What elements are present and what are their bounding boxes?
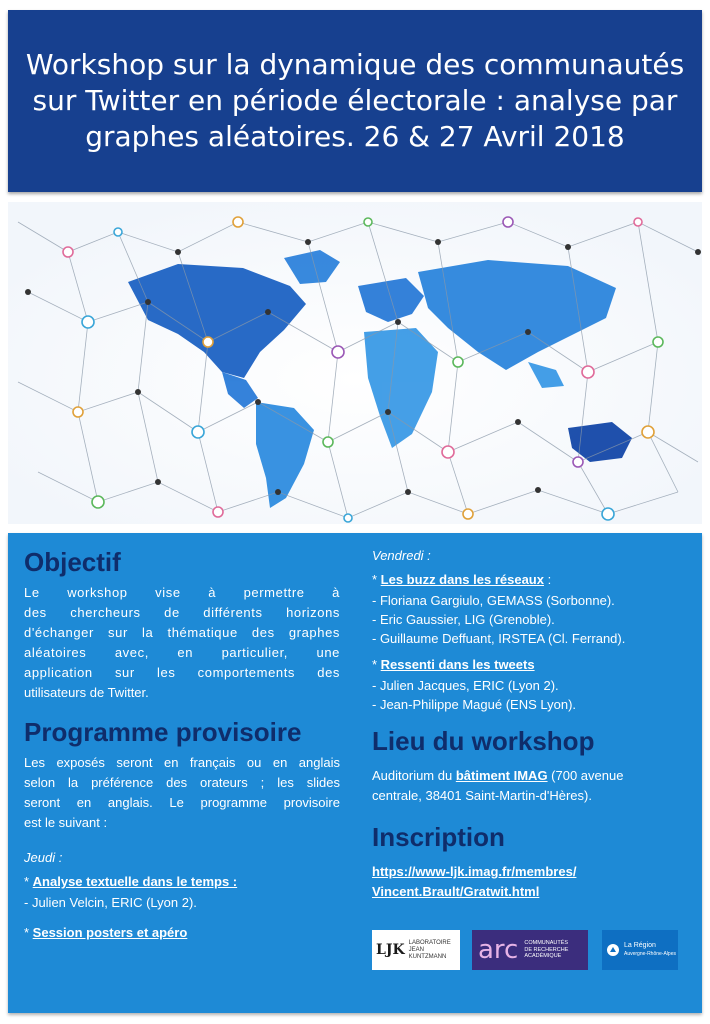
- objectif-line: des chercheurs de différents horizons: [24, 605, 340, 620]
- programme-line: est le suivant :: [24, 815, 108, 830]
- arc-logo-mark: arc: [478, 935, 519, 965]
- speaker-item: - Eric Gaussier, LIG (Grenoble).: [372, 612, 555, 627]
- jeudi-topic-2: [24, 924, 340, 942]
- programme-title: Programme provisoire: [24, 717, 302, 747]
- ljk-logo-mark: LJK: [376, 942, 405, 958]
- title-line-2: sur Twitter en période électorale : analyse par: [32, 84, 678, 117]
- arc-logo-text: [524, 940, 568, 960]
- bullet: *: [372, 572, 381, 587]
- world-network-image: [8, 202, 702, 524]
- arc-text-line: ACADÉMIQUE: [524, 953, 562, 960]
- objectif-line: application sur les comportements des: [24, 665, 340, 680]
- topic-suffix: :: [543, 572, 552, 587]
- vendredi-topic-2: [372, 656, 692, 674]
- speaker-item: - Julien Jacques, ERIC (Lyon 2).: [372, 678, 559, 693]
- left-column: [24, 545, 340, 944]
- arc-text-line: COMMUNAUTÉS: [524, 940, 569, 947]
- title-line-1: Workshop sur la dynamique des communautés: [25, 48, 685, 81]
- speaker-item: - Julien Velcin, ERIC (Lyon 2).: [24, 895, 197, 910]
- topic-analyse-textuelle: Analyse textuelle dans le temps :: [32, 874, 238, 889]
- workshop-title: [14, 47, 696, 155]
- objectif-line: aléatoires avec, en particulier, une: [24, 645, 340, 660]
- bullet: *: [24, 925, 33, 940]
- region-logo: [602, 930, 678, 970]
- ljk-logo: [372, 930, 460, 970]
- lieu-suffix: (700 avenue: [547, 768, 624, 783]
- jeudi-topic-1: [24, 873, 340, 891]
- topic-ressenti-tweets: Ressenti dans les tweets: [380, 657, 535, 672]
- vendredi-topic-1: [372, 571, 692, 589]
- speaker-item: - Jean-Philippe Magué (ENS Lyon).: [372, 697, 577, 712]
- lieu-line-2: centrale, 38401 Saint-Martin-d'Hères).: [372, 788, 592, 803]
- world-map-network-illustration: [8, 202, 702, 524]
- right-column: [372, 545, 692, 902]
- ljk-text-line: LABORATOIRE: [408, 939, 451, 946]
- title-line-3: graphes aléatoires. 26 & 27 Avril 2018: [85, 120, 625, 153]
- objectif-line: utilisateurs de Twitter.: [24, 685, 149, 700]
- inscription-link-line-1[interactable]: https://www-ljk.imag.fr/membres/: [372, 864, 577, 879]
- objectif-line: Le workshop vise à permettre à: [24, 585, 340, 600]
- programme-intro: [24, 753, 340, 833]
- speaker-item: - Floriana Gargiulo, GEMASS (Sorbonne).: [372, 593, 615, 608]
- speaker-item: - Guillaume Deffuant, IRSTEA (Cl. Ferrand).: [372, 631, 626, 646]
- region-logo-text: [624, 942, 676, 958]
- vendredi-label: Vendredi :: [372, 548, 431, 563]
- inscription-link[interactable]: [372, 862, 692, 902]
- lieu-prefix: Auditorium du: [372, 768, 456, 783]
- ljk-logo-text: [409, 940, 460, 961]
- info-panel: [8, 533, 702, 1013]
- programme-line: Les exposés seront en français ou en anglais: [24, 755, 340, 770]
- inscription-title: Inscription: [372, 822, 505, 852]
- bullet: *: [372, 657, 381, 672]
- arc-text-line: DE RECHERCHE: [524, 946, 569, 953]
- lieu-title: Lieu du workshop: [372, 726, 595, 756]
- jeudi-label: Jeudi :: [24, 850, 63, 865]
- region-text-line: Auvergne-Rhône-Alpes: [624, 951, 676, 957]
- inscription-link-line-2[interactable]: Vincent.Brault/Gratwit.html: [372, 884, 540, 899]
- lieu-line-1: [372, 766, 692, 786]
- region-text-line: La Région: [624, 942, 656, 949]
- programme-line: selon la préférence des orateurs ; les slides: [24, 775, 340, 790]
- region-emblem-icon: [606, 943, 620, 957]
- header-banner: [8, 10, 702, 192]
- topic-buzz-reseaux: Les buzz dans les réseaux: [380, 572, 544, 587]
- topic-session-posters: Session posters et apéro: [32, 925, 188, 940]
- objectif-line: d'échanger sur la thématique des graphes: [24, 625, 340, 640]
- ljk-text-line: JEAN KUNTZMANN: [408, 946, 447, 960]
- bullet: *: [24, 874, 33, 889]
- arc-logo: [472, 930, 588, 970]
- objectif-title: Objectif: [24, 547, 121, 577]
- objectif-text: [24, 583, 340, 703]
- partner-logos: [372, 930, 692, 972]
- batiment-imag-link[interactable]: bâtiment IMAG: [455, 768, 548, 783]
- programme-line: seront en anglais. Le programme provisoire: [24, 795, 340, 810]
